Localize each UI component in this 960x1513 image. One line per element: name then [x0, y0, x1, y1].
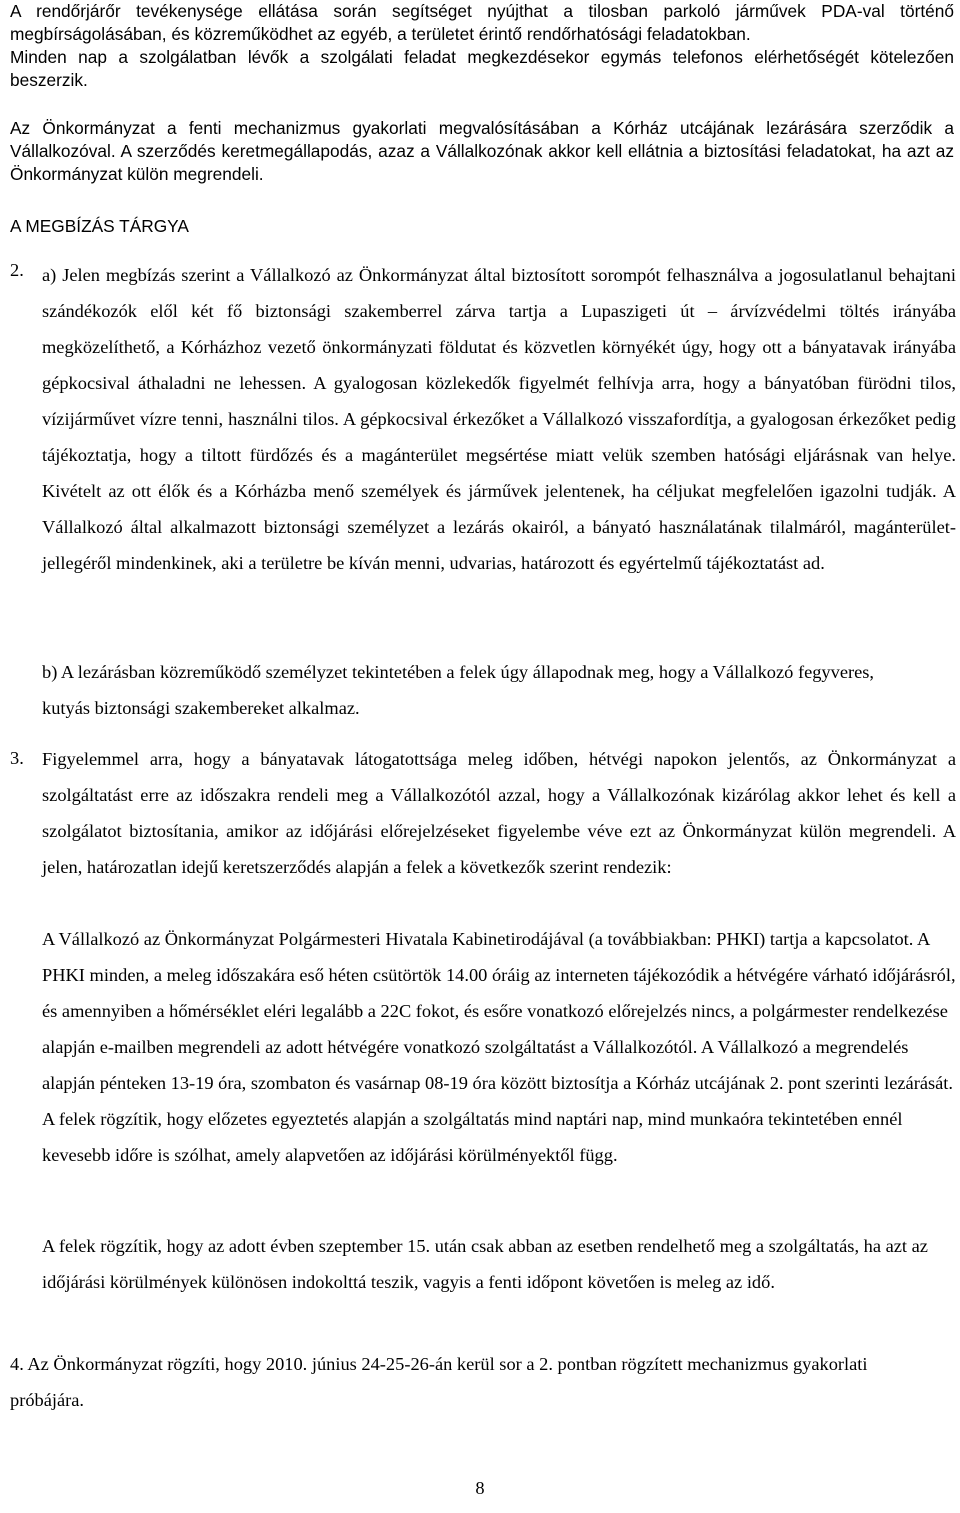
section-4-text: 4. Az Önkormányzat rögzíti, hogy 2010. június 24-25-26-án kerül sor a 2. pontban rögzített mechanizmus gyakorlati próbájára. — [10, 1354, 868, 1410]
section-3-paragraph-3-text: A felek rögzítik, hogy az adott évben szeptember 15. után csak abban az esetben rendelhető meg a szolgáltatás, ha azt az időjárási körülmények különösen indokolttá teszik, vagyis a fenti időpont követően is meleg az idő. — [42, 1236, 928, 1292]
section-3-paragraph-1-text: Figyelemmel arra, hogy a bányatavak látogatottsága meleg időben, hétvégi napokon jelentős, az Önkormányzat a szolgáltatást erre az időszakra rendeli meg a Vállalkozótól azzal, hogy a Vállalkozónak kizárólag akkor lehet és kell a szolgálatot biztosítania, amikor az időjárási előrejelzéseket figyelembe véve ezt az Önkormányzat külön megrendeli. A jelen, határozatlan idejű keretszerződés alapján a felek a következők szerint rendezik: — [42, 749, 956, 877]
intro-paragraph-2-text: Minden nap a szolgálatban lévők a szolgálati feladat megkezdésekor egymás telefonos elérhetőségét kötelezően beszerzik. — [10, 47, 954, 90]
section-3-paragraph-2-text: A Vállalkozó az Önkormányzat Polgármesteri Hivatala Kabinetirodájával (a továbbiakban: PHKI) tartja a kapcsolatot. A PHKI minden, a meleg időszakára eső héten csütörtök 14.00 óráig az interneten tájékozódik a hétvégére várható időjárásról, és amennyiben a hőmérséklet eléri legalább a 22C fokot, és esőre vonatkozó előrejelzés nincs, a polgármester rendelkezése alapján e-mailben megrendeli az adott hétvégére vonatkozó szolgáltatást a Vállalkozótól. A Vállalkozó a megrendelés alapján pénteken 13-19 óra, szombaton és vasárnap 08-19 óra között biztosítja a Kórház utcájának 2. pont szerinti lezárását. A felek rögzítik, hogy előzetes egyeztetés alapján a szolgáltatás mind naptári nap, mind munkaóra tekintetében ennél kevesebb időre is szólhat, amely alapvetően az időjárási körülményektől függ. — [42, 929, 956, 1165]
section-3-paragraph-2 — [42, 921, 956, 1173]
section-3-number: 3. — [10, 748, 24, 768]
section-heading-text: A MEGBÍZÁS TÁRGYA — [10, 216, 189, 236]
page-number: 8 — [475, 1478, 485, 1498]
section-2a-text: a) Jelen megbízás szerint a Vállalkozó az Önkormányzat által biztosított sorompót felhasználva a jogosulatlanul behajtani szándékozók elől két fő biztonsági szakemberrel zárva tartja a Lupaszigeti út – árvízvédelmi töltés irányába megközelíthető, a Kórházhoz vezető önkormányzati földutat és közvetlen környékét úgy, hogy ott a bányatavak irányába gépkocsival áthaladni ne lehessen. A gyalogosan közlekedők figyelmét felhívja arra, hogy a bányatóban fürödni tilos, vízijárművet vízre tenni, használni tilos. A gépkocsival érkezőket a Vállalkozó visszafordítja, a gyalogosan érkezőket pedig tájékoztatja, hogy a tiltott fürdőzés és a magánterület megsértése miatt velük szemben hatósági eljárásnak van helye. Kivételt az ott élők és a Kórházba menő személyek és járművek jelentenek, ha céljukat megfelelően igazolni tudják. A Vállalkozó által alkalmazott biztonsági személyzet a lezárás okairól, a bányató használatának tilalmáról, magánterület-jellegéről mindenkinek, aki a területre be kíván menni, udvarias, határozott és egyértelmű tájékoztatást ad. — [42, 265, 956, 573]
section-3-paragraph-1 — [42, 741, 956, 885]
section-3-paragraph-3 — [42, 1228, 956, 1300]
section-2-number: 2. — [10, 260, 24, 280]
section-2a — [42, 257, 956, 581]
section-heading — [10, 216, 610, 237]
section-4 — [10, 1346, 910, 1418]
section-2b — [42, 654, 912, 726]
intro-paragraph-1 — [10, 0, 954, 46]
intro-paragraph-3-text: Az Önkormányzat a fenti mechanizmus gyakorlati megvalósításában a Kórház utcájának lezárására szerződik a Vállalkozóval. A szerződés keretmegállapodás, azaz a Vállalkozónak akkor kell ellátnia a biztosítási feladatokat, ha azt az Önkormányzat külön megrendeli. — [10, 118, 954, 184]
intro-paragraph-3 — [10, 117, 954, 186]
section-2b-text: b) A lezárásban közreműködő személyzet tekintetében a felek úgy állapodnak meg, hogy a Vállalkozó fegyveres, kutyás biztonsági szakembereket alkalmaz. — [42, 662, 875, 718]
intro-paragraph-2 — [10, 46, 954, 92]
intro-paragraph-1-text: A rendőrjárőr tevékenysége ellátása során segítséget nyújthat a tilosban parkoló járművek PDA-val történő megbírságolásában, és közreműködhet az egyéb, a területet érintő rendőrhatósági feladatokban. — [10, 1, 954, 44]
